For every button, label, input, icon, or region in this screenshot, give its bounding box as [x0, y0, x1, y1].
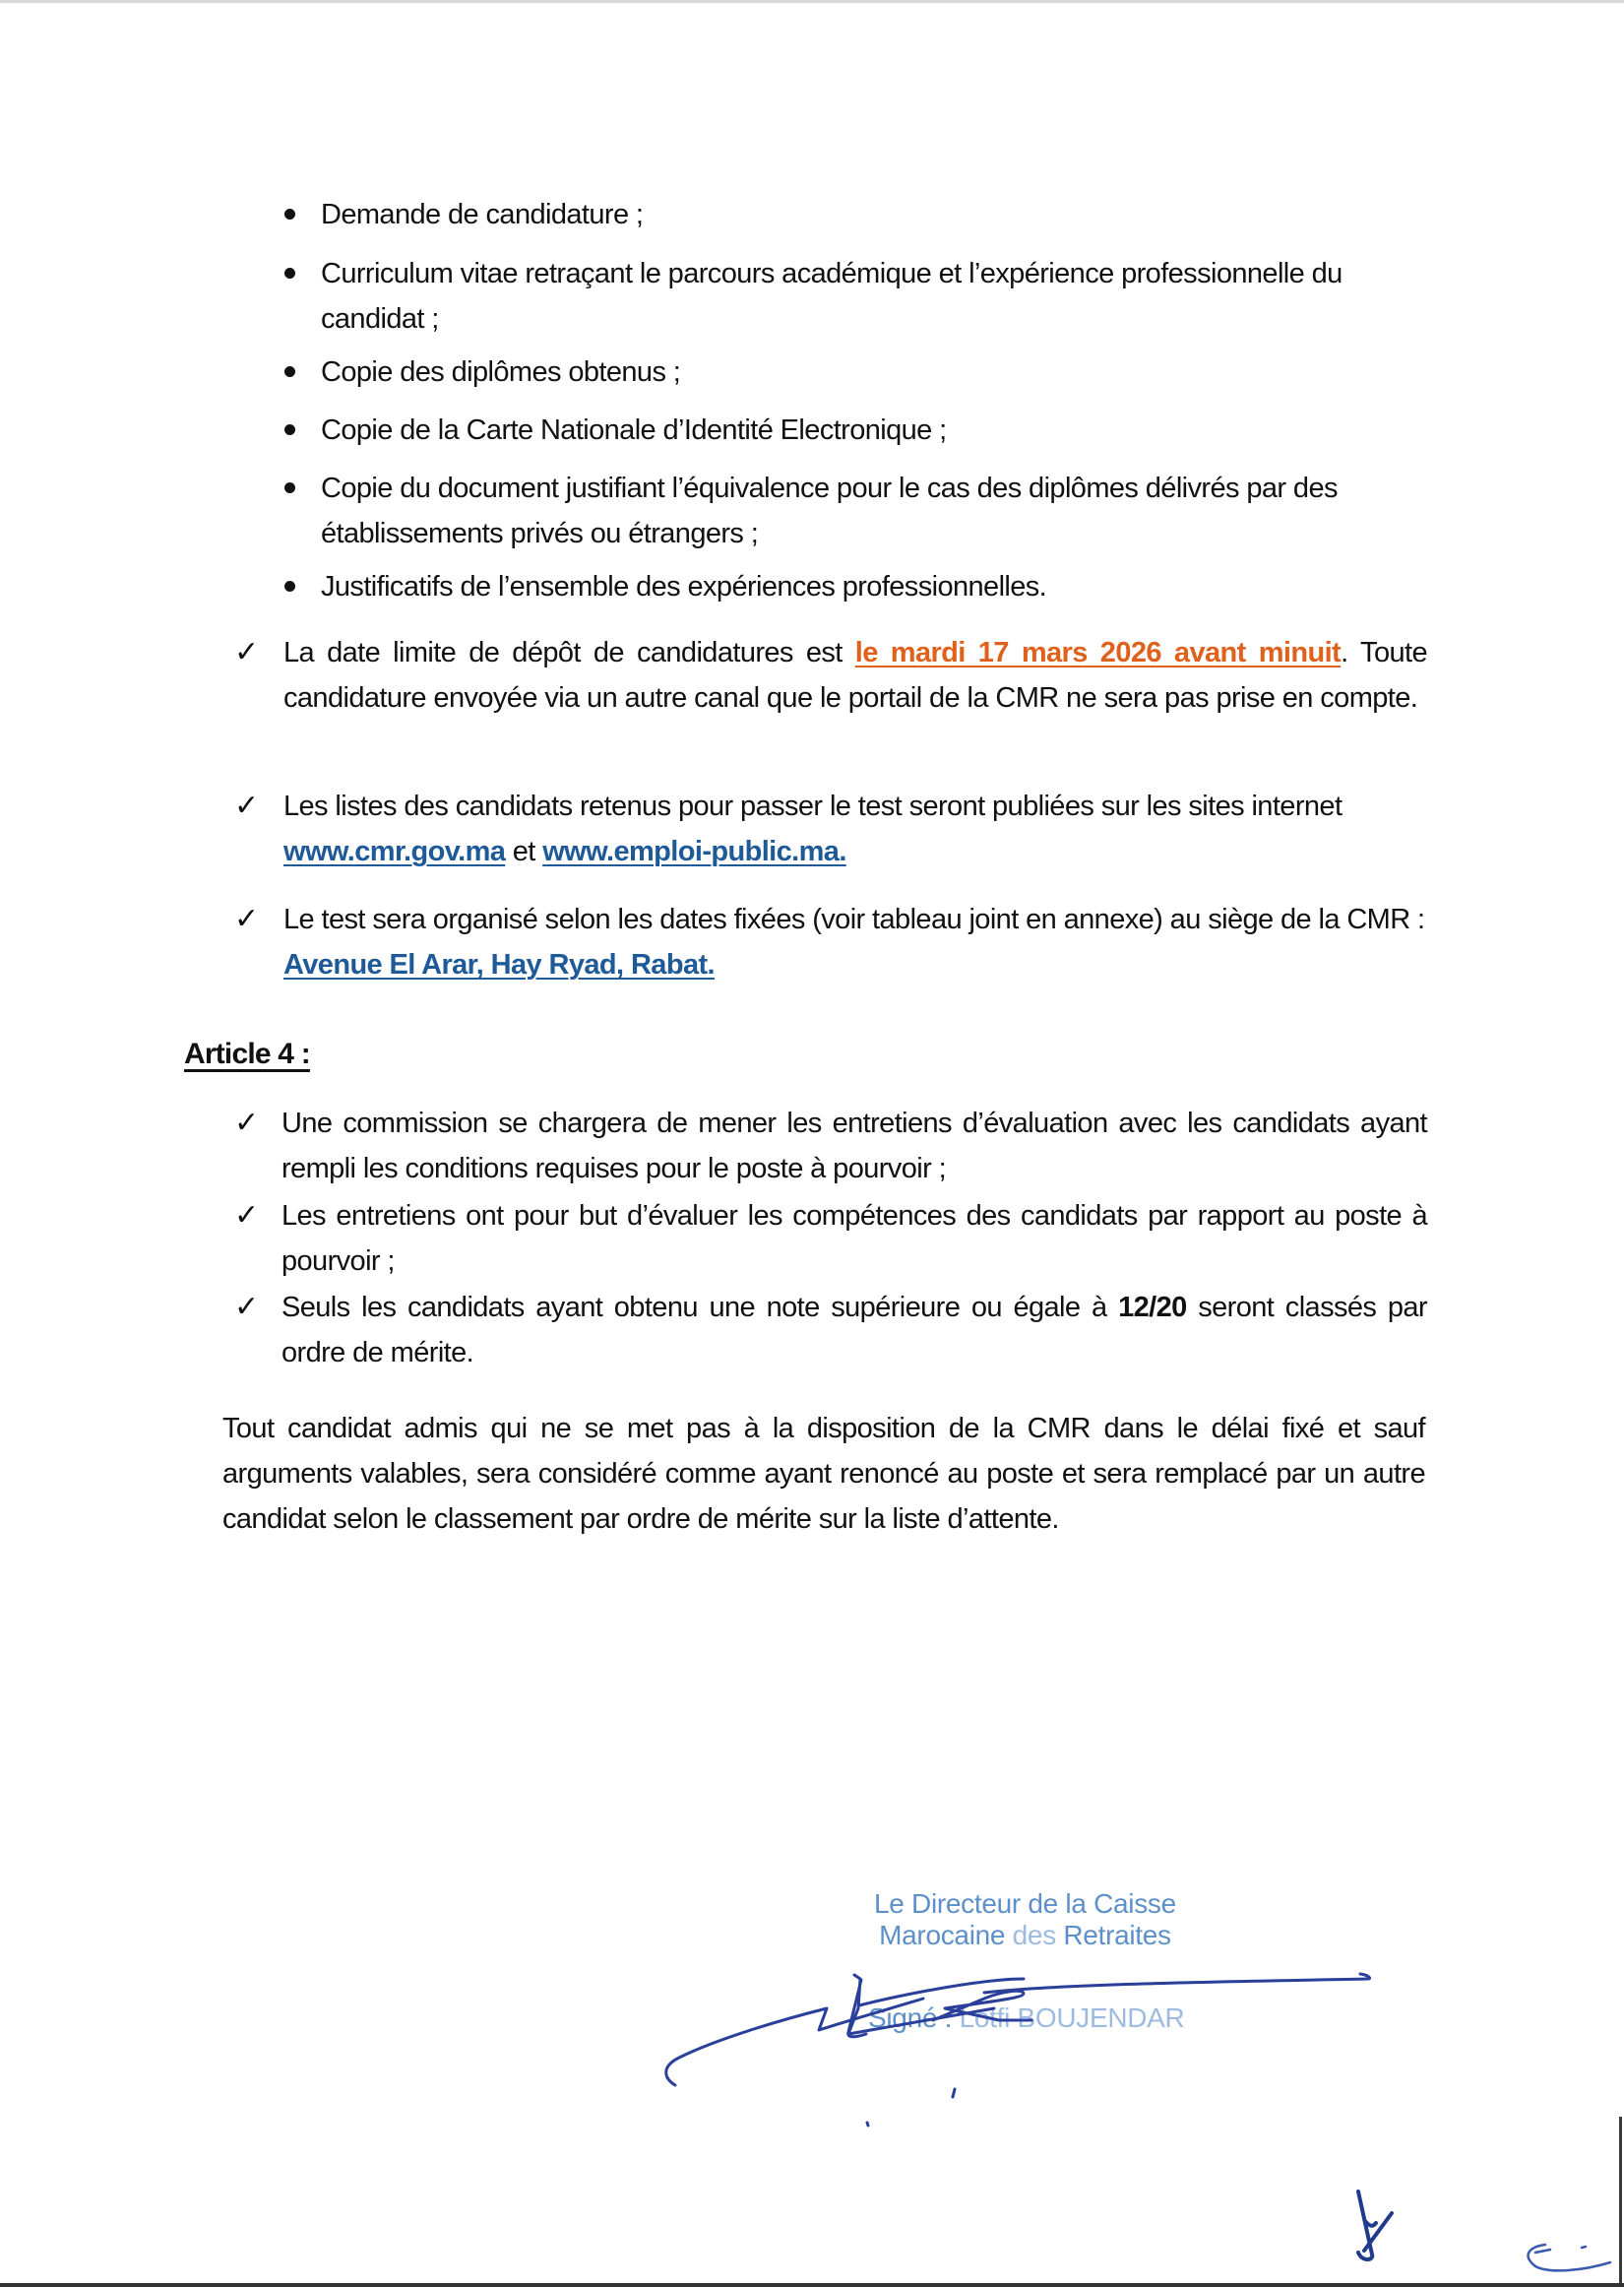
list-item-text: Justificatifs de l’ensemble des expériences professionnelles.	[321, 571, 1047, 603]
closing-paragraph: Tout candidat admis qui ne se met pas à la disposition de la CMR dans le délai fixé et sauf arguments valables, sera considéré comme ayant renoncé au poste et sera remplacé par un autre candidat selon le classement par ordre de mérite sur la liste d’attente.	[222, 1413, 1425, 1535]
checkmark-icon: ✓	[234, 636, 259, 668]
list-item-text: Copie des diplômes obtenus ;	[321, 356, 681, 388]
checkmark-icon: ✓	[234, 790, 259, 822]
stamp-line-2: Marocaine des Retraites	[879, 1920, 1171, 1950]
checkmark-icon: ✓	[234, 1291, 259, 1323]
stamp-signatory: Signé : Lotfi BOUJENDAR	[868, 2002, 1185, 2033]
deadline-item: ✓ La date limite de dépôt de candidatures est le mardi 17 mars 2026 avant minuit. Toute candidature envoyée via un autre canal que le portail de la CMR ne sera pas prise en compte.	[283, 630, 1427, 721]
checkmark-icon: ✓	[234, 903, 259, 935]
emploi-public-link[interactable]: www.emploi-public.ma.	[542, 836, 846, 867]
list-item-text: Demande de candidature ;	[321, 199, 644, 230]
cmr-website-link[interactable]: www.cmr.gov.ma	[283, 836, 506, 867]
list-item-text: Copie de la Carte Nationale d’Identité Electronique ;	[321, 414, 947, 446]
list-item: ✓ Seuls les candidats ayant obtenu une note supérieure ou égale à 12/20 seront classés par ordre de mérite.	[281, 1285, 1427, 1375]
checkmark-icon: ✓	[234, 1199, 259, 1232]
test-location-item: ✓ Le test sera organisé selon les dates fixées (voir tableau joint en annexe) au siège de la CMR : Avenue El Arar, Hay Ryad, Rabat.	[283, 897, 1427, 987]
list-item-text: Curriculum vitae retraçant le parcours académique et l’expérience professionnelle du candidat ;	[321, 258, 1343, 335]
address-link[interactable]: Avenue El Arar, Hay Ryad, Rabat.	[283, 949, 715, 981]
checkmark-icon: ✓	[234, 1107, 259, 1139]
publication-item: ✓ Les listes des candidats retenus pour passer le test seront publiées sur les sites internet www.cmr.gov.ma et www.emploi-public.ma.	[283, 784, 1427, 874]
stamp-line-1: Le Directeur de la Caisse	[874, 1888, 1176, 1919]
list-item: ✓ Une commission se chargera de mener les entretiens d’évaluation avec les candidats ayant rempli les conditions requises pour le poste à pourvoir ;	[281, 1101, 1427, 1191]
deadline-date: le mardi 17 mars 2026 avant minuit	[854, 637, 1342, 668]
article4-heading: Article 4 :	[184, 1038, 310, 1070]
list-item: ✓ Les entretiens ont pour but d’évaluer les compétences des candidats par rapport au poste à pourvoir ;	[281, 1193, 1427, 1284]
minimum-score: 12/20	[1118, 1292, 1187, 1323]
list-item-text: Copie du document justifiant l’équivalence pour le cas des diplômes délivrés par des établissements privés ou étrangers ;	[321, 473, 1338, 549]
